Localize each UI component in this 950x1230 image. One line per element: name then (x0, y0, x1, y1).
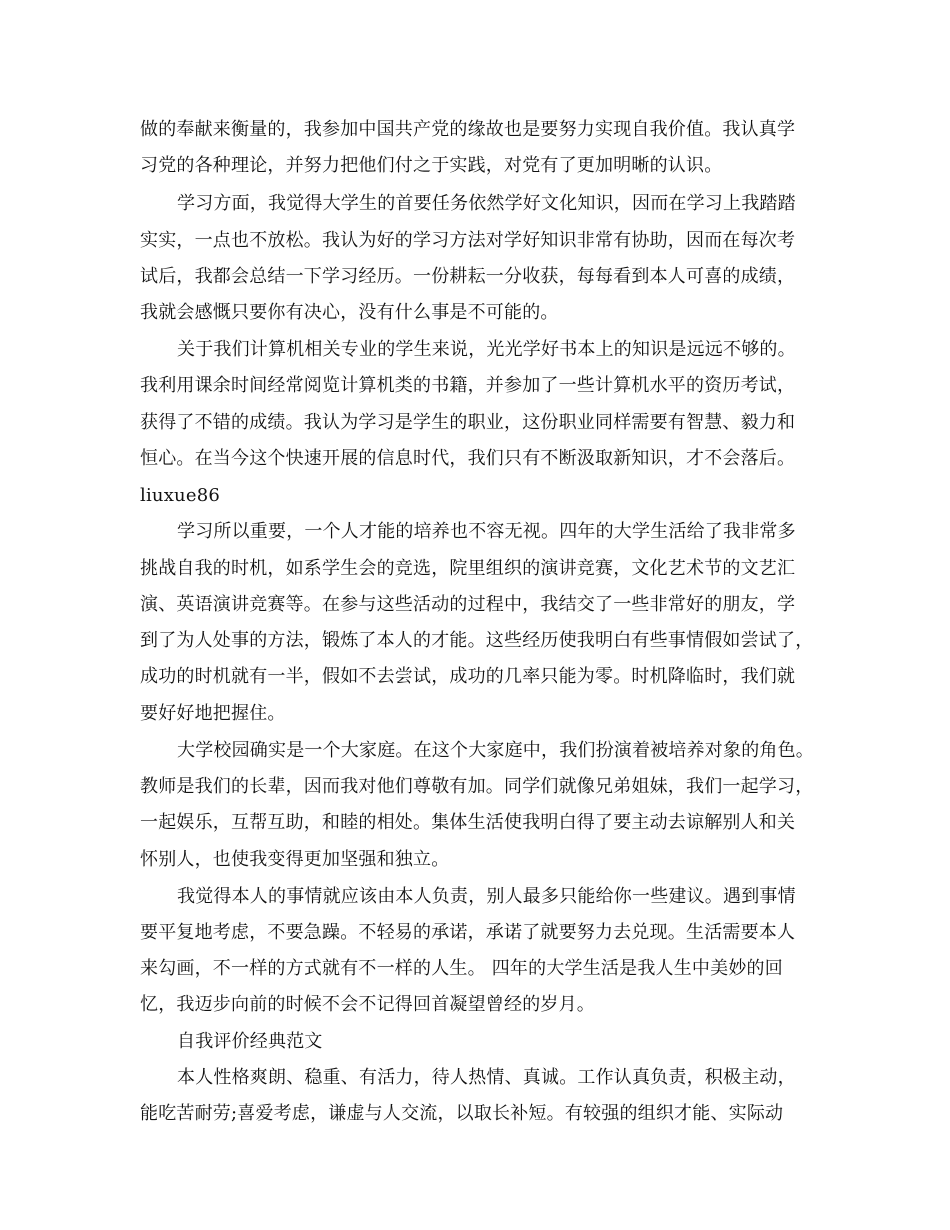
text-line: 一起娱乐，互帮互助，和睦的相处。集体生活使我明白得了要主动去谅解别人和关 (140, 812, 796, 833)
text-line: liuxue86 (140, 485, 221, 506)
text-line: 我利用课余时间经常阅览计算机类的书籍，并参加了一些计算机水平的资历考试， (140, 375, 796, 396)
paragraph-start-line: 学习方面，我觉得大学生的首要任务依然学好文化知识，因而在学习上我踏踏 (177, 193, 796, 214)
text-line: 教师是我们的长辈，因而我对他们尊敬有加。同学们就像兄弟姐妹，我们一起学习， (140, 776, 814, 797)
text-line: 获得了不错的成绩。我认为学习是学生的职业，这份职业同样需要有智慧、毅力和 (140, 412, 796, 433)
text-line: 到了为人处事的方法，锻炼了本人的才能。这些经历使我明白有些事情假如尝试了， (140, 630, 814, 651)
paragraph-start-line: 我觉得本人的事情就应该由本人负责，别人最多只能给你一些建议。遇到事情 (177, 886, 796, 907)
text-line: 能吃苦耐劳;喜爱考虑，谦虚与人交流，以取长补短。有较强的组织才能、实际动 (140, 1103, 784, 1124)
paragraph-start-line: 本人性格爽朗、稳重、有活力，待人热情、真诚。工作认真负责，积极主动， (177, 1067, 796, 1088)
text-line: 来勾画，不一样的方式就有不一样的人生。 四年的大学生活是我人生中美妙的回 (140, 958, 783, 979)
text-line: 忆，我迈步向前的时候不会不记得回首凝望曾经的岁月。 (140, 994, 595, 1015)
text-line: 怀别人，也使我变得更加坚强和独立。 (140, 849, 450, 870)
text-line: 恒心。在当今这个快速开展的信息时代，我们只有不断汲取新知识，才不会落后。 (140, 448, 796, 469)
paragraph-start-line: 大学校园确实是一个大家庭。在这个大家庭中，我们扮演着被培养对象的角色。 (177, 740, 814, 761)
paragraph-start-line: 关于我们计算机相关专业的学生来说，光光学好书本上的知识是远远不够的。 (177, 339, 796, 360)
section-heading: 自我评价经典范文 (177, 1031, 323, 1052)
text-line: 成功的时机就有一半，假如不去尝试，成功的几率只能为零。时机降临时，我们就 (140, 666, 796, 687)
text-line: 要平复地考虑，不要急躁。不轻易的承诺，承诺了就要努力去兑现。生活需要本人 (140, 922, 796, 943)
text-line: 我就会感慨只要你有决心，没有什么事是不可能的。 (140, 302, 559, 323)
text-line: 要好好地把握住。 (140, 703, 286, 724)
text-line: 习党的各种理论，并努力把他们付之于实践，对党有了更加明晰的认识。 (140, 155, 723, 176)
text-line: 做的奉献来衡量的，我参加中国共产党的缘故也是要努力实现自我价值。我认真学 (140, 119, 796, 140)
text-line: 演、英语演讲竞赛等。在参与这些活动的过程中，我结交了一些非常好的朋友，学 (140, 594, 796, 615)
text-line: 实实，一点也不放松。我认为好的学习方法对学好知识非常有协助，因而在每次考 (140, 230, 796, 251)
paragraph-start-line: 学习所以重要，一个人才能的培养也不容无视。四年的大学生活给了我非常多 (177, 521, 796, 542)
text-line: 试后，我都会总结一下学习经历。一份耕耘一分收获，每每看到本人可喜的成绩， (140, 266, 796, 287)
text-line: 挑战自我的时机，如系学生会的竞选，院里组织的演讲竞赛，文化艺术节的文艺汇 (140, 558, 796, 579)
